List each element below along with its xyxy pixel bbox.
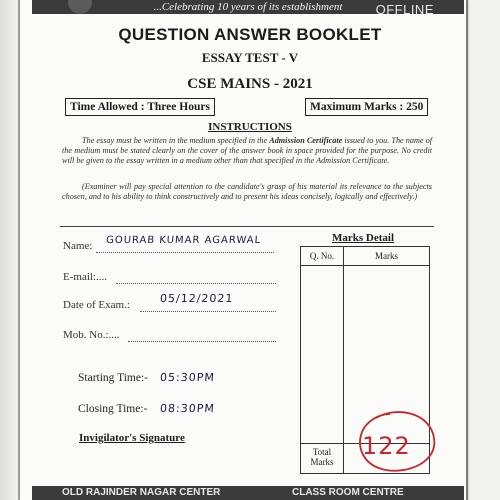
col-header-qno: Q. No. bbox=[309, 251, 335, 261]
closing-time-label: Closing Time:- bbox=[78, 403, 148, 415]
instr-text-c: issued to you. The name of the medium must be stated clearly on the cover of the answer book in space provided for the purpose. No credit will be given to the essay written in a medium other than that specified in the Admission Certificate. bbox=[62, 136, 432, 165]
test-name: ESSAY TEST - V bbox=[201, 50, 299, 65]
total-score: 122 bbox=[362, 432, 411, 460]
instr-text-a: The essay must be written in the medium specified in the bbox=[82, 136, 270, 145]
footer-left: OLD RAJINDER NAGAR CENTER bbox=[62, 487, 221, 498]
bottom-banner bbox=[32, 486, 464, 500]
instr-text-bold: Admission Certificate bbox=[269, 136, 343, 145]
name-value[interactable]: GOURAB KUMAR AGARWAL bbox=[105, 235, 262, 246]
table-header-divider bbox=[301, 265, 429, 266]
banner-text: ...Celebrating 10 years of its establishment bbox=[153, 1, 343, 13]
instructions-heading: INSTRUCTIONS bbox=[208, 121, 292, 133]
date-value[interactable]: 05/12/2021 bbox=[159, 292, 234, 305]
closing-time-value[interactable]: 08:30PM bbox=[159, 402, 216, 415]
starting-time-value[interactable]: 05:30PM bbox=[159, 371, 216, 384]
marks-detail-title: Marks Detail bbox=[332, 232, 395, 244]
starting-time-label: Starting Time:- bbox=[78, 372, 148, 384]
total-label-line-1: Total bbox=[312, 447, 332, 457]
col-header-marks: Marks bbox=[375, 251, 398, 261]
invigilator-signature-label: Invigilator's Signature bbox=[79, 432, 185, 444]
exam-name: CSE MAINS - 2021 bbox=[187, 76, 313, 92]
mobile-line bbox=[128, 341, 276, 342]
instructions-paragraph-1 bbox=[62, 136, 432, 166]
date-label: Date of Exam.: bbox=[63, 299, 130, 311]
date-line bbox=[140, 311, 276, 312]
name-label: Name: bbox=[63, 240, 93, 252]
scan-shadow bbox=[0, 0, 18, 500]
section-divider bbox=[60, 226, 434, 227]
mode-badge: OFFLINE bbox=[375, 2, 434, 17]
total-label-line-2: Marks bbox=[310, 457, 334, 467]
email-label: E-mail:.... bbox=[63, 271, 107, 283]
table-column-divider bbox=[343, 247, 344, 473]
booklet-title: QUESTION ANSWER BOOKLET bbox=[118, 25, 382, 44]
time-allowed-box: Time Allowed : Three Hours bbox=[65, 98, 215, 116]
footer-right: CLASS ROOM CENTRE bbox=[292, 487, 404, 498]
name-line bbox=[96, 252, 274, 253]
mobile-label: Mob. No.:.... bbox=[63, 329, 120, 341]
total-marks-label bbox=[301, 447, 343, 467]
maximum-marks-box: Maximum Marks : 250 bbox=[305, 98, 428, 116]
instructions-paragraph-2: (Examiner will pay special attention to the candidate's grasp of his material its relevance to the subjects chosen, and to his ability to think constructively and to present his ideas concisely, logically and effectively.) bbox=[62, 182, 432, 201]
email-line bbox=[116, 283, 276, 284]
